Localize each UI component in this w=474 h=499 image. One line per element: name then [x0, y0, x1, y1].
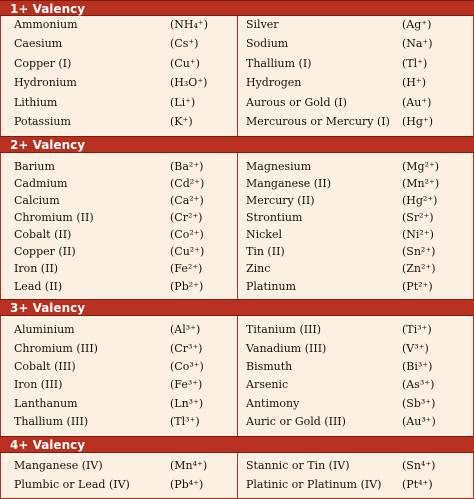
ion-symbol: (Cu⁺)	[170, 57, 200, 70]
ion-symbol: (Pb²⁺)	[170, 280, 204, 293]
ion-name: Auric or Gold (III)	[246, 415, 346, 428]
ion-name: Copper (I)	[14, 57, 72, 70]
ion-symbol: (Na⁺)	[402, 37, 433, 50]
ion-symbol: (Tl⁺)	[402, 57, 428, 70]
ion-symbol: (H⁺)	[402, 76, 426, 89]
ion-name: Chromium (III)	[14, 342, 98, 355]
ion-symbol: (Cd²⁺)	[170, 177, 205, 190]
ion-name: Hydrogen	[246, 76, 302, 89]
table-row	[0, 16, 474, 34]
ion-symbol: (H₃O⁺)	[170, 76, 208, 89]
ion-name: Mercury (II)	[246, 194, 315, 207]
ion-name: Ammonium	[14, 18, 78, 31]
ion-symbol: (V³⁺)	[402, 342, 429, 355]
ion-symbol: (Sr²⁺)	[402, 211, 434, 224]
ion-symbol: (Al³⁺)	[170, 323, 201, 336]
table-row	[0, 226, 474, 244]
ion-name: Stannic or Tin (IV)	[246, 459, 350, 472]
ion-name: Platinic or Platinum (IV)	[246, 478, 382, 491]
ion-symbol: (Bi³⁺)	[402, 360, 433, 373]
table-row	[0, 243, 474, 261]
ion-symbol: (Ca²⁺)	[170, 194, 204, 207]
table-row	[0, 413, 474, 431]
ion-name: Calcium	[14, 194, 60, 207]
ion-symbol: (Sn⁴⁺)	[402, 459, 436, 472]
ion-name: Aurous or Gold (I)	[246, 96, 347, 109]
section-header	[0, 299, 474, 316]
section-title: 2+ Valency	[10, 138, 86, 152]
ion-symbol: (Pt⁴⁺)	[402, 478, 433, 491]
ion-name: Aluminium	[14, 323, 75, 336]
ion-symbol: (As³⁺)	[402, 378, 435, 391]
ion-symbol: (Co³⁺)	[170, 360, 204, 373]
ion-symbol: (Au³⁺)	[402, 415, 436, 428]
ion-symbol: (K⁺)	[170, 115, 193, 128]
ion-name: Caesium	[14, 37, 63, 50]
ion-name: Plumbic or Lead (IV)	[14, 478, 130, 491]
table-row	[0, 340, 474, 358]
ion-name: Thallium (III)	[14, 415, 89, 428]
table-row	[0, 457, 474, 475]
table-row	[0, 358, 474, 376]
table-row	[0, 209, 474, 227]
ion-name: Zinc	[246, 262, 271, 275]
ion-symbol: (Zn²⁺)	[402, 262, 436, 275]
table-row	[0, 321, 474, 339]
section-title: 4+ Valency	[10, 438, 86, 452]
section-header	[0, 436, 474, 453]
ion-symbol: (Mn²⁺)	[402, 177, 440, 190]
ion-name: Antimony	[246, 397, 300, 410]
table-row	[0, 260, 474, 278]
ion-name: Potassium	[14, 115, 71, 128]
ion-symbol: (Ag⁺)	[402, 18, 432, 31]
ion-symbol: (Hg²⁺)	[402, 194, 438, 207]
ion-symbol: (Fe²⁺)	[170, 262, 203, 275]
ion-symbol: (Ln³⁺)	[170, 397, 204, 410]
section-title: 1+ Valency	[10, 2, 86, 16]
ion-symbol: (Mn⁴⁺)	[170, 459, 208, 472]
ion-name: Magnesium	[246, 160, 312, 173]
table-row	[0, 278, 474, 296]
ion-symbol: (Mg²⁺)	[402, 160, 440, 173]
ion-symbol: (Cr³⁺)	[170, 342, 203, 355]
ion-symbol: (Pt²⁺)	[402, 280, 433, 293]
ion-symbol: (NH₄⁺)	[170, 18, 209, 31]
ion-name: Manganese (II)	[246, 177, 332, 190]
ion-symbol: (Li⁺)	[170, 96, 196, 109]
ion-name: Manganese (IV)	[14, 459, 103, 472]
ion-symbol: (Pb⁴⁺)	[170, 478, 204, 491]
table-row	[0, 476, 474, 494]
ion-name: Lithium	[14, 96, 58, 109]
ion-symbol: (Cs⁺)	[170, 37, 199, 50]
ion-symbol: (Sn²⁺)	[402, 245, 436, 258]
ion-name: Cadmium	[14, 177, 68, 190]
ion-name: Arsenic	[246, 378, 289, 391]
ion-name: Thallium (I)	[246, 57, 312, 70]
ion-symbol: (Cr²⁺)	[170, 211, 203, 224]
table-row	[0, 113, 474, 131]
table-row	[0, 192, 474, 210]
ion-name: Copper (II)	[14, 245, 76, 258]
table-row	[0, 74, 474, 92]
ion-symbol: (Tl³⁺)	[170, 415, 200, 428]
ion-name: Iron (II)	[14, 262, 59, 275]
ion-name: Barium	[14, 160, 55, 173]
ion-symbol: (Ni²⁺)	[402, 228, 434, 241]
ion-name: Iron (III)	[14, 378, 63, 391]
ion-symbol: (Sb³⁺)	[402, 397, 436, 410]
table-row	[0, 35, 474, 53]
ion-symbol: (Fe³⁺)	[170, 378, 203, 391]
ion-symbol: (Hg⁺)	[402, 115, 434, 128]
ion-name: Titanium (III)	[246, 323, 322, 336]
ion-symbol: (Ti³⁺)	[402, 323, 432, 336]
ion-name: Mercurous or Mercury (I)	[246, 115, 390, 128]
ion-name: Nickel	[246, 228, 282, 241]
ion-name: Tin (II)	[246, 245, 285, 258]
ion-name: Platinum	[246, 280, 297, 293]
ion-name: Vanadium (III)	[246, 342, 327, 355]
ion-name: Hydronium	[14, 76, 77, 89]
table-row	[0, 175, 474, 193]
table-row	[0, 395, 474, 413]
ion-name: Lead (II)	[14, 280, 63, 293]
ion-name: Chromium (II)	[14, 211, 94, 224]
table-row	[0, 158, 474, 176]
table-row	[0, 55, 474, 73]
ion-symbol: (Cu²⁺)	[170, 245, 205, 258]
ion-name: Cobalt (III)	[14, 360, 76, 373]
ion-symbol: (Au⁺)	[402, 96, 432, 109]
ion-name: Lanthanum	[14, 397, 78, 410]
ion-symbol: (Ba²⁺)	[170, 160, 204, 173]
section-header	[0, 136, 474, 153]
table-row	[0, 376, 474, 394]
ion-symbol: (Co²⁺)	[170, 228, 204, 241]
ion-name: Silver	[246, 18, 279, 31]
section-title: 3+ Valency	[10, 301, 86, 315]
ion-name: Cobalt (II)	[14, 228, 72, 241]
table-row	[0, 94, 474, 112]
section-header	[0, 0, 474, 16]
ion-name: Strontium	[246, 211, 303, 224]
ion-name: Sodium	[246, 37, 289, 50]
ion-name: Bismuth	[246, 360, 293, 373]
